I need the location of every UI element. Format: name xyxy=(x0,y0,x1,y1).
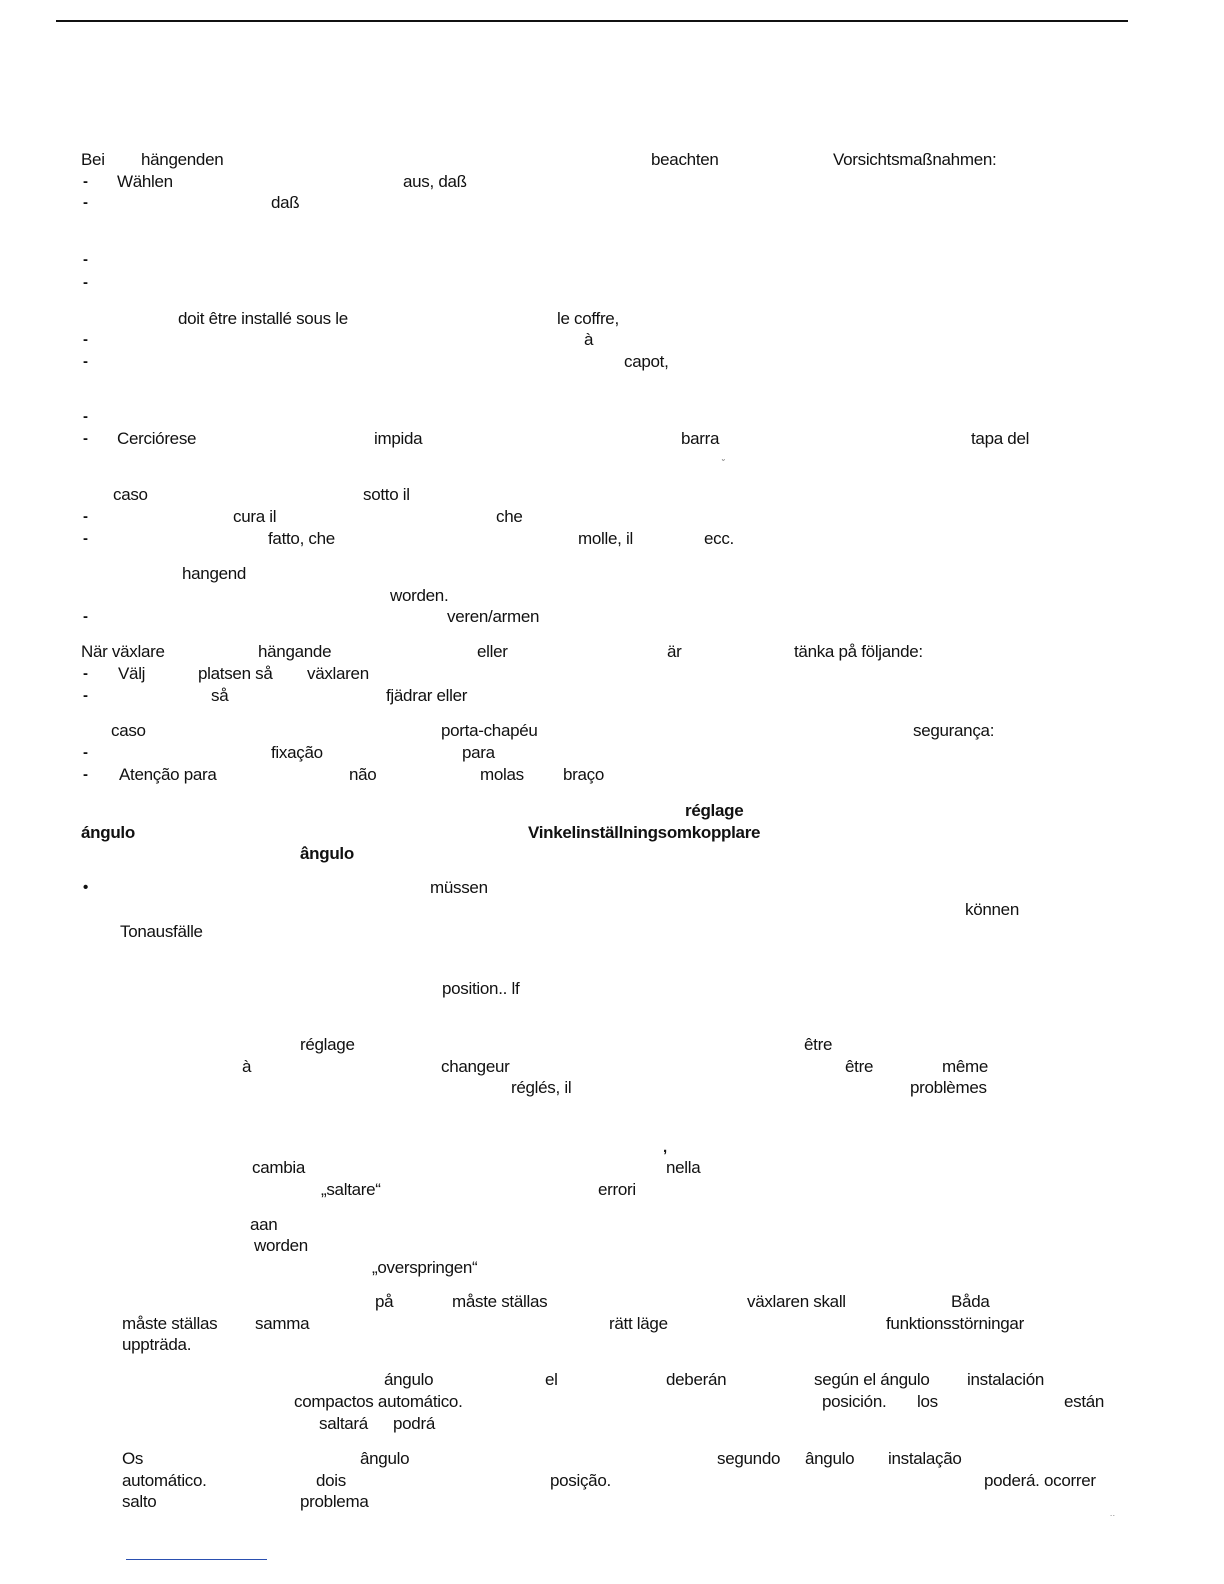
text-fragment: segurança: xyxy=(913,721,995,740)
text-fragment: errori xyxy=(598,1180,636,1199)
text-fragment: Os xyxy=(122,1449,144,1468)
text-fragment: changeur xyxy=(441,1057,510,1076)
text-fragment: deberán xyxy=(666,1370,727,1389)
text-fragment: poderá. ocorrer xyxy=(984,1471,1096,1490)
bullet-dash: - xyxy=(83,744,88,761)
text-fragment: daß xyxy=(271,193,300,212)
text-fragment: Wählen xyxy=(117,172,173,191)
text-fragment: aan xyxy=(250,1215,278,1234)
text-fragment: rätt läge xyxy=(609,1314,668,1333)
text-fragment: saltará xyxy=(319,1414,368,1433)
text-fragment: måste ställas xyxy=(122,1314,218,1333)
text-fragment: tänka på följande: xyxy=(794,642,923,661)
top-rule xyxy=(56,20,1128,22)
text-fragment: veren/armen xyxy=(447,607,540,626)
heading-fragment: Vinkelinställningsomkopplare xyxy=(528,823,761,842)
bullet-dash: - xyxy=(83,430,88,447)
text-fragment: på xyxy=(375,1292,394,1311)
bullet-dash: - xyxy=(83,508,88,525)
print-speck: ˙˙ xyxy=(1110,1514,1116,1524)
text-fragment: Välj xyxy=(118,664,146,683)
bullet-dash: - xyxy=(83,194,88,211)
bullet-dash: - xyxy=(83,274,88,291)
text-fragment: växlaren xyxy=(307,664,369,683)
text-fragment: le coffre, xyxy=(557,309,619,328)
text-fragment: réglage xyxy=(300,1035,355,1054)
text-fragment: cura il xyxy=(233,507,277,526)
text-fragment: être xyxy=(845,1057,874,1076)
text-fragment: Tonausfälle xyxy=(120,922,203,941)
text-fragment: même xyxy=(942,1057,989,1076)
text-fragment: samma xyxy=(255,1314,310,1333)
text-fragment: posição. xyxy=(550,1471,611,1490)
text-fragment: à xyxy=(242,1057,252,1076)
text-fragment: hangend xyxy=(182,564,247,583)
bullet-dash: - xyxy=(83,766,88,783)
text-fragment: platsen så xyxy=(198,664,273,683)
text-fragment: cambia xyxy=(252,1158,306,1177)
text-fragment: salto xyxy=(122,1492,157,1511)
text-fragment: caso xyxy=(111,721,146,740)
text-fragment: beachten xyxy=(651,150,719,169)
print-mark: , xyxy=(663,1139,667,1156)
bullet-dash: - xyxy=(83,530,88,547)
text-fragment: nella xyxy=(666,1158,701,1177)
print-speck: ˘ xyxy=(722,458,725,468)
text-fragment: Bei xyxy=(81,150,105,169)
text-fragment: están xyxy=(1064,1392,1105,1411)
text-fragment: automático. xyxy=(122,1471,207,1490)
text-fragment: fatto, che xyxy=(268,529,335,548)
text-fragment: Båda xyxy=(951,1292,990,1311)
heading-fragment: ángulo xyxy=(81,823,135,842)
text-fragment: instalación xyxy=(967,1370,1045,1389)
text-fragment: impida xyxy=(374,429,423,448)
heading-fragment: réglage xyxy=(685,801,744,820)
text-fragment: à xyxy=(584,330,594,349)
footer-rule xyxy=(126,1559,267,1560)
text-fragment: können xyxy=(965,900,1019,919)
text-fragment: el xyxy=(545,1370,558,1389)
text-fragment: para xyxy=(462,743,495,762)
text-fragment: instalação xyxy=(888,1449,962,1468)
bullet-dash: - xyxy=(83,608,88,625)
text-fragment: los xyxy=(917,1392,938,1411)
text-fragment: ângulo xyxy=(360,1449,410,1468)
text-fragment: müssen xyxy=(430,878,488,897)
bullet-dash: - xyxy=(83,251,88,268)
text-fragment: problèmes xyxy=(910,1078,987,1097)
text-fragment: ecc. xyxy=(704,529,734,548)
text-fragment: caso xyxy=(113,485,148,504)
text-fragment: braço xyxy=(563,765,605,784)
text-fragment: según el ángulo xyxy=(814,1370,930,1389)
text-fragment: fjädrar eller xyxy=(386,686,468,705)
text-fragment: compactos automático. xyxy=(294,1392,463,1411)
text-fragment: worden. xyxy=(390,586,449,605)
text-fragment: posición. xyxy=(822,1392,887,1411)
text-fragment: segundo xyxy=(717,1449,781,1468)
text-fragment: så xyxy=(211,686,229,705)
text-fragment: „overspringen“ xyxy=(372,1258,478,1277)
text-fragment: Vorsichtsmaßnahmen: xyxy=(833,150,997,169)
bullet-dot: • xyxy=(83,879,88,896)
text-fragment: När växlare xyxy=(81,642,165,661)
text-fragment: molle, il xyxy=(578,529,633,548)
text-fragment: är xyxy=(667,642,682,661)
text-fragment: hängenden xyxy=(141,150,224,169)
text-fragment: capot, xyxy=(624,352,669,371)
text-fragment: ângulo xyxy=(805,1449,855,1468)
text-fragment: funktionsstörningar xyxy=(886,1314,1024,1333)
bullet-dash: - xyxy=(83,331,88,348)
text-fragment: barra xyxy=(681,429,720,448)
text-fragment: não xyxy=(349,765,377,784)
text-fragment: worden xyxy=(254,1236,308,1255)
heading-fragment: ângulo xyxy=(300,844,354,863)
text-fragment: uppträda. xyxy=(122,1335,192,1354)
bullet-dash: - xyxy=(83,408,88,425)
text-fragment: sotto il xyxy=(363,485,410,504)
text-fragment: växlaren skall xyxy=(747,1292,846,1311)
text-fragment: porta-chapéu xyxy=(441,721,538,740)
text-fragment: position.. lf xyxy=(442,979,520,998)
bullet-dash: - xyxy=(83,665,88,682)
text-fragment: fixação xyxy=(271,743,323,762)
text-fragment: che xyxy=(496,507,523,526)
text-fragment: Atenção para xyxy=(119,765,217,784)
text-fragment: réglés, il xyxy=(511,1078,572,1097)
text-fragment: podrá xyxy=(393,1414,435,1433)
text-fragment: måste ställas xyxy=(452,1292,548,1311)
bullet-dash: - xyxy=(83,173,88,190)
text-fragment: hängande xyxy=(258,642,332,661)
text-fragment: eller xyxy=(477,642,508,661)
text-fragment: Cerciórese xyxy=(117,429,197,448)
text-fragment: dois xyxy=(316,1471,346,1490)
bullet-dash: - xyxy=(83,687,88,704)
text-fragment: problema xyxy=(300,1492,369,1511)
text-fragment: ángulo xyxy=(384,1370,434,1389)
text-fragment: aus, daß xyxy=(403,172,467,191)
text-fragment: molas xyxy=(480,765,524,784)
text-fragment: „saltare“ xyxy=(321,1180,381,1199)
text-fragment: être xyxy=(804,1035,833,1054)
text-fragment: tapa del xyxy=(971,429,1030,448)
bullet-dash: - xyxy=(83,353,88,370)
text-fragment: doit être installé sous le xyxy=(178,309,348,328)
